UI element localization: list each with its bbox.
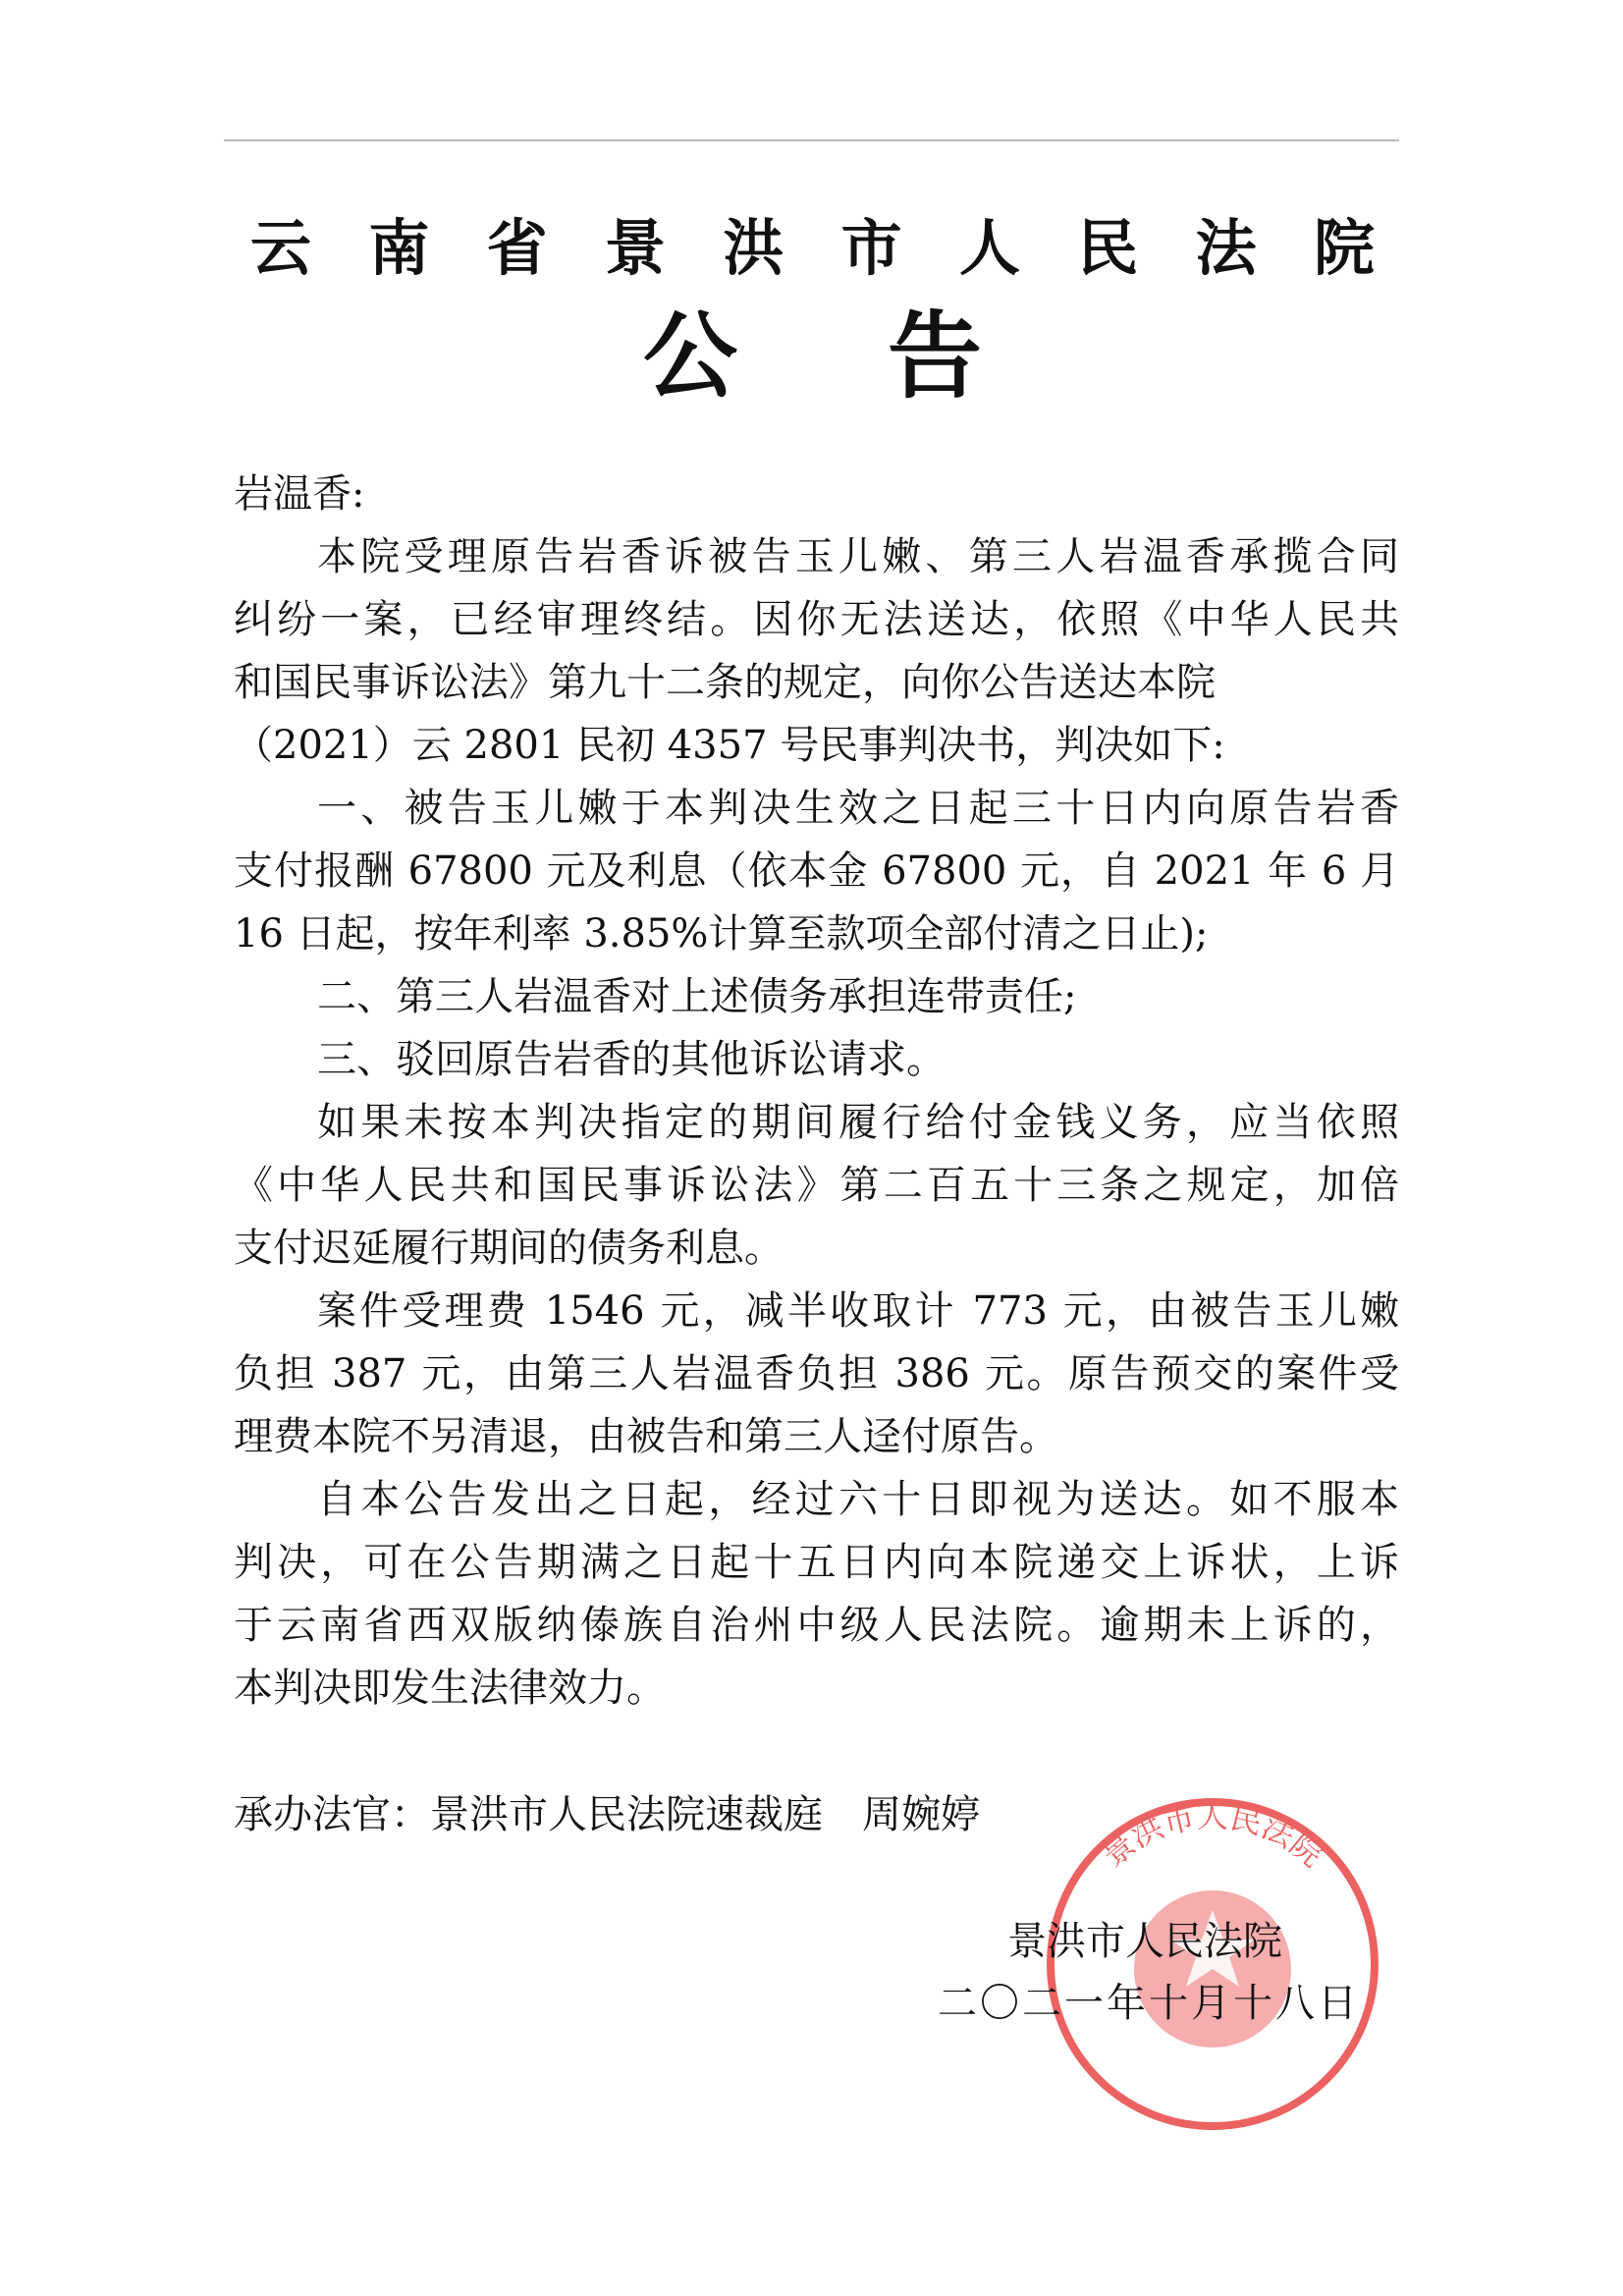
title-char: 法 — [1195, 212, 1257, 284]
seal-text: 景洪市人民法院 — [1094, 1797, 1331, 1875]
body-line: 三、驳回原告岩香的其他诉讼请求。 — [317, 1037, 946, 1082]
title-char: 洪 — [723, 212, 784, 284]
title-char: 景 — [604, 212, 666, 284]
title-char: 人 — [958, 212, 1020, 284]
title-char: 公 — [643, 301, 737, 411]
issue-date: 二〇二一年十月十八日 — [938, 1981, 1360, 2026]
body-line: 《中华人民共和国民事诉讼法》第二百五十三条之规定，加倍 — [234, 1163, 1399, 1208]
body-line: 支付报酬 67800 元及利息（依本金 67800 元，自 2021 年 6 月 — [234, 848, 1399, 894]
court-signature: 景洪市人民法院 — [1007, 1919, 1282, 1964]
title-char: 民 — [1077, 212, 1139, 284]
title-char: 告 — [888, 301, 982, 411]
body-line: 理费本院不另清退，由被告和第三人迳付原告。 — [234, 1414, 1058, 1459]
body-line: 自本公告发出之日起，经过六十日即视为送达。如不服本 — [317, 1477, 1399, 1522]
court-name — [250, 211, 1375, 285]
title-char: 云 — [250, 212, 312, 284]
judge-line: 承办法官：景洪市人民法院速裁庭 周婉婷 — [234, 1792, 980, 1837]
body-line: 16 日起，按年利率 3.85%计算至款项全部付清之日止); — [234, 911, 1209, 957]
body-line: 二、第三人岩温香对上述债务承担连带责任; — [317, 974, 1077, 1019]
body-line: 和国民事诉讼法》第九十二条的规定，向你公告送达本院 — [234, 660, 1216, 705]
body-line: 如果未按本判决指定的期间履行给付金钱义务，应当依照 — [317, 1100, 1399, 1145]
body-line: 本判决即发生法律效力。 — [234, 1666, 666, 1711]
body-line: 一、被告玉儿嫩于本判决生效之日起三十日内向原告岩香 — [317, 786, 1399, 831]
body-line: 负担 387 元，由第三人岩温香负担 386 元。原告预交的案件受 — [234, 1351, 1399, 1396]
title-char: 院 — [1313, 212, 1375, 284]
body-line: （2021）云 2801 民初 4357 号民事判决书，判决如下: — [234, 723, 1225, 768]
notice-title — [643, 302, 982, 410]
body-line: 案件受理费 1546 元，减半收取计 773 元，由被告玉儿嫩 — [317, 1288, 1399, 1334]
addressee: 岩温香: — [234, 471, 365, 517]
header-rule — [224, 139, 1399, 141]
body-line: 纠纷一案，已经审理终结。因你无法送达，依照《中华人民共 — [234, 597, 1399, 642]
title-char: 市 — [840, 212, 902, 284]
body-line: 支付迟延履行期间的债务利息。 — [234, 1226, 784, 1271]
body-line: 本院受理原告岩香诉被告玉儿嫩、第三人岩温香承揽合同 — [317, 534, 1399, 579]
title-char: 省 — [486, 212, 548, 284]
body-line: 于云南省西双版纳傣族自治州中级人民法院。逾期未上诉的， — [234, 1603, 1399, 1648]
body-line: 判决，可在公告期满之日起十五日内向本院递交上诉状，上诉 — [234, 1540, 1399, 1585]
title-char: 南 — [368, 212, 430, 284]
